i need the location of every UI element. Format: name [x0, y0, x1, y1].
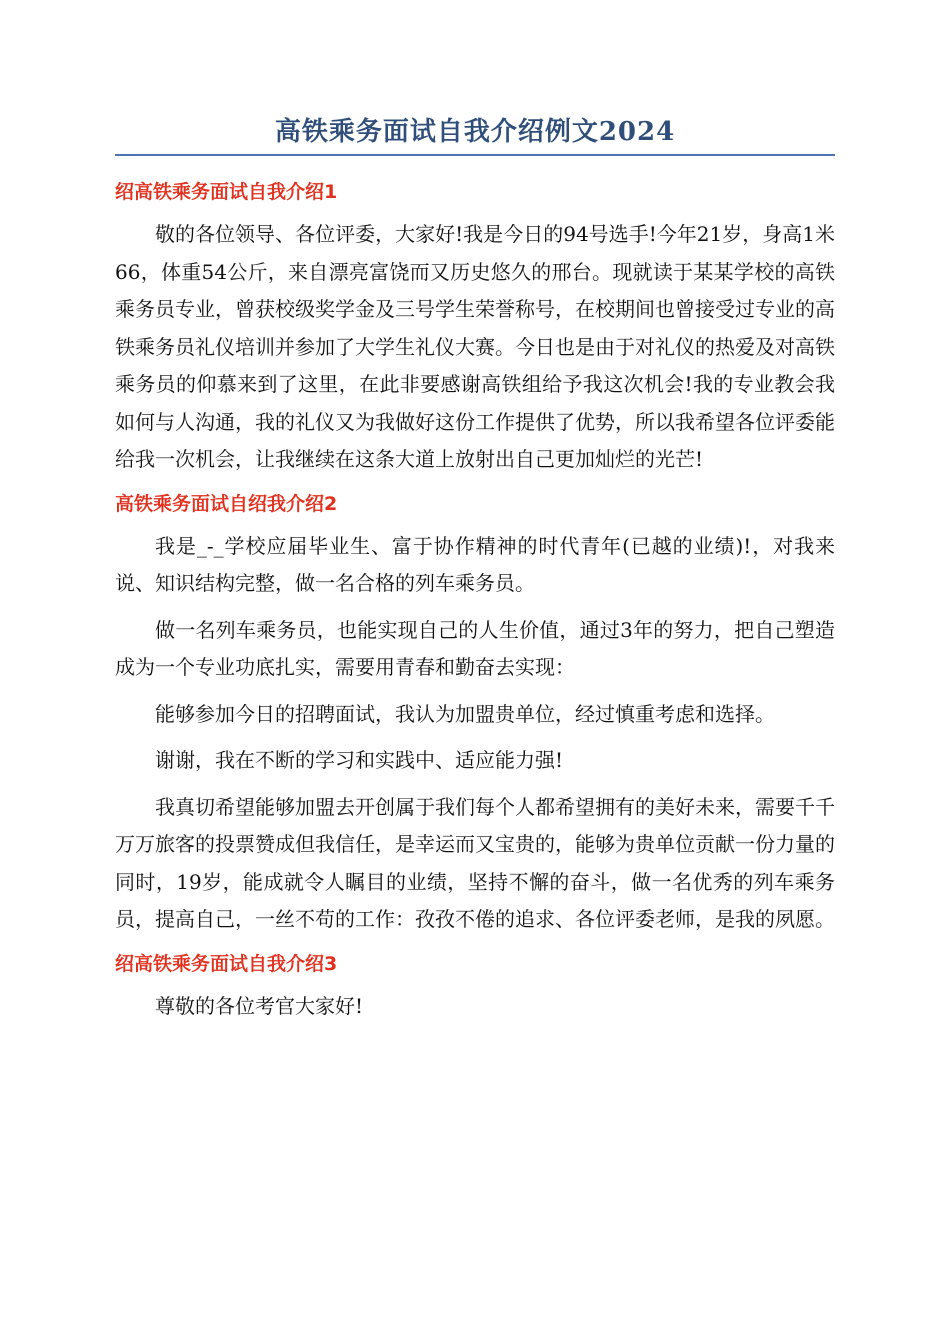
section-2 [115, 488, 835, 939]
paragraph: 敬的各位领导、各位评委，大家好!我是今日的94号选手!今年21岁，身高1米66，体重54公斤，来自漂亮富饶而又历史悠久的邢台。现就读于某某学校的高铁乘务员专业，曾获校级奖学金及三号学生荣誉称号，在校期间也曾接受过专业的高铁乘务员礼仪培训并参加了大学生礼仪大赛。今日也是由于对礼仪的热爱及对高铁乘务员的仰慕来到了这里，在此非要感谢高铁组给予我这次机会!我的专业教会我如何与人沟通，我的礼仪又为我做好这份工作提供了优势，所以我希望各位评委能给我一次机会，让我继续在这条大道上放射出自己更加灿烂的光芒! [115, 222, 835, 471]
document-page [115, 112, 835, 1034]
section-heading: 绍高铁乘务面试自我介绍3 [115, 952, 338, 975]
title-underline [115, 154, 835, 156]
paragraph: 我真切希望能够加盟去开创属于我们每个人都希望拥有的美好未来，需要千千万万旅客的投票赞成但我信任，是幸运而又宝贵的，能够为贵单位贡献一份力量的同时，19岁，能成就令人瞩目的业绩，坚持不懈的奋斗，做一名优秀的列车乘务员，提高自己，一丝不苟的工作：孜孜不倦的追求、各位评委老师，是我的夙愿。 [115, 794, 835, 931]
section-1 [115, 176, 835, 479]
paragraph: 尊敬的各位考官大家好! [155, 993, 364, 1018]
paragraph: 我是_-_学校应届毕业生、富于协作精神的时代青年(已越的业绩)!，对我来说、知识结构完整，做一名合格的列车乘务员。 [115, 533, 835, 595]
section-3 [115, 948, 835, 1026]
section-heading: 绍高铁乘务面试自我介绍1 [115, 181, 338, 203]
section-heading: 高铁乘务面试自绍我介绍2 [115, 492, 338, 515]
document-title: 高铁乘务面试自我介绍例文2024 [274, 117, 676, 147]
paragraph: 谢谢，我在不断的学习和实践中、适应能力强! [155, 748, 564, 772]
paragraph: 做一名列车乘务员，也能实现自己的人生价值，通过3年的努力，把自己塑造成为一个专业功底扎实，需要用青春和勤奋去实现： [115, 617, 835, 679]
paragraph: 能够参加今日的招聘面试，我认为加盟贵单位，经过慎重考虑和选择。 [155, 701, 775, 726]
